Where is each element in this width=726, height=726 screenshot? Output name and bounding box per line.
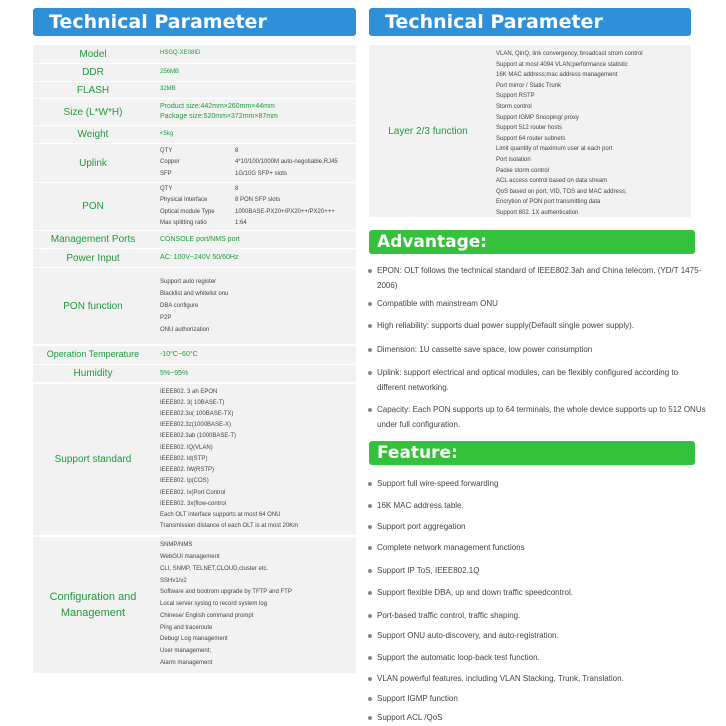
spec-row-pon-function (33, 268, 356, 344)
spec-value: WebGUI management (160, 553, 220, 560)
spec-value: HSGQ-XE08ID (160, 50, 201, 57)
bullet-icon (368, 614, 372, 618)
spec-pair: Copper 4*10/100/1000M auto-negotiable,RJ45 (160, 159, 338, 166)
advantage-title: Advantage: (369, 230, 695, 254)
spec-value: User management; (160, 648, 212, 655)
spec-row-management-ports (33, 231, 356, 248)
feature-item: VLAN powerful features, including VLAN Stacking, Trunk, Translation. (368, 671, 708, 686)
spec-row-pon (33, 183, 356, 230)
spec-value: -10°C~60°C (160, 351, 198, 359)
spec-value: CLI, SNMP, TELNET,CLOUD,cluster etc. (160, 565, 269, 572)
spec-value: 5%~95% (160, 369, 189, 377)
spec-value: Alarm management (160, 660, 213, 667)
bullet-icon (368, 591, 372, 595)
layer-function-item: Packe storm control (496, 167, 550, 174)
layer-function-item: Support 512 router hosts (496, 125, 563, 132)
spec-row-model (33, 45, 356, 63)
spec-value: IEEE802. 3( 10BASE-T) (160, 399, 225, 406)
spec-value: Blacklist and whitelist onu (160, 291, 229, 297)
feature-item: Support port aggregation (368, 519, 708, 534)
layer-function-item: Storm control (496, 103, 532, 110)
feature-item: Support full wire-speed forwarding (368, 476, 708, 491)
layer-function-item: Support RSTP (496, 93, 535, 100)
layer-function-item: Limit quantity of maximum user at each port (496, 146, 613, 153)
bullet-icon (368, 371, 372, 375)
layer-function-item: Support 802. 1X authentication (496, 209, 579, 216)
bullet-icon (368, 302, 372, 306)
spec-value: Package size:520mm×372mm×87mm (160, 113, 278, 120)
spec-row-size (33, 99, 356, 125)
bullet-icon (368, 525, 372, 529)
layer-function-item: Support IGMP Snooping/ proxy (496, 114, 579, 121)
spec-value: Support auto register (160, 279, 217, 285)
advantage-item: EPON: OLT follows the technical standard of IEEE802.3ah and China telecom. (YD/T 1475-2006) (368, 263, 708, 293)
spec-label: Support standard (54, 454, 132, 465)
spec-row-ddr (33, 64, 356, 81)
layer-function-item: VLAN, QinQ, link convergency, broadcast strom control (496, 51, 643, 57)
feature-item: 16K MAC address table. (368, 498, 708, 513)
spec-value: Each OLT interface supports at most 64 ONU (160, 511, 281, 518)
layer-function-item: Port isolation (496, 156, 531, 163)
feature-item: Support ONU auto-discovery, and auto-registration. (368, 628, 708, 643)
bullet-icon (368, 348, 372, 352)
spec-label: Power Input (66, 252, 120, 264)
feature-item: Port-based traffic control, traffic shaping. (368, 608, 708, 623)
spec-pair: Physical Interface 8 PON SFP slots (160, 197, 281, 204)
spec-row-configuration-management (33, 537, 356, 673)
feature-item: Support ACL /QoS (368, 710, 708, 725)
layer-function-item: Support 64 router subnets (496, 135, 566, 142)
spec-value: IEEE802. 3 ah EPON (160, 388, 218, 395)
spec-value: Chinese/ English command prompt (160, 612, 254, 619)
spec-pair: SFP 1G/10G SFP+ slots (160, 170, 287, 177)
spec-value: 32MB (160, 86, 176, 93)
spec-row-support-standard (33, 384, 356, 535)
spec-value: CONSOLE port/NMS port (160, 235, 240, 243)
feature-item: Complete network management functions (368, 540, 708, 555)
spec-value: IEEE802.3ab (1000BASE-T) (160, 433, 237, 440)
bullet-icon (368, 408, 372, 412)
bullet-icon (368, 269, 372, 273)
spec-row-humidity (33, 365, 356, 382)
advantage-item: Dimension: 1U cassette save space, low power consumption (368, 342, 708, 357)
spec-value: IEEE802. ld(STP) (160, 455, 208, 462)
left-section-title: Technical Parameter (33, 8, 356, 36)
spec-value: Debug/ Log management (160, 636, 228, 643)
spec-value: 256MB (160, 68, 180, 75)
spec-value: P2P (160, 315, 172, 321)
bullet-icon (368, 482, 372, 486)
spec-label: DDR (82, 67, 104, 78)
spec-value: DBA configure (160, 303, 199, 309)
advantage-item: Uplink: support electrical and optical modules, can be flexibly configured according to different networking. (368, 365, 708, 395)
advantage-item: High reliability: supports dual power supply(Default single power supply). (368, 318, 708, 333)
right-section-title: Technical Parameter (369, 8, 691, 36)
layer-function-block (369, 45, 691, 217)
feature-item: Support IP ToS, IEEE802.1Q (368, 563, 708, 578)
spec-value: ONU authorization (160, 327, 210, 333)
spec-label: Model (79, 48, 107, 60)
spec-value: IEEE802.3z(1000BASE-X) (160, 422, 232, 429)
spec-value: Product size:442mm×260mm×44mm (160, 102, 275, 110)
spec-row-power-input (33, 249, 356, 267)
bullet-icon (368, 677, 372, 681)
advantage-item: Capacity: Each PON supports up to 64 terminals, the whole device supports up to 512 ONUs under full configuration. (368, 402, 708, 432)
spec-pair: QTY 8 (160, 185, 239, 192)
layer-function-item: ACL access control based on data stream (496, 178, 608, 185)
spec-row-weight (33, 126, 356, 143)
spec-label: Weight (77, 129, 109, 140)
spec-value: Transmission distance of each OLT is at most 20Km (160, 523, 299, 530)
layer-function-list (496, 49, 687, 219)
spec-value: SNMP/NMS (160, 542, 193, 549)
spec-label: Size (L*W*H) (63, 106, 123, 118)
layer-function-label: Layer 2/3 function (388, 125, 468, 137)
bullet-icon (368, 546, 372, 550)
layer-function-item: QoS based on port, VID, TOS and MAC address; (496, 188, 627, 195)
spec-label: Management Ports (50, 234, 136, 245)
spec-row-operation-temperature (33, 346, 356, 364)
spec-label: PON (82, 201, 104, 212)
bullet-icon (368, 716, 372, 720)
feature-title: Feature: (369, 441, 695, 465)
bullet-icon (368, 324, 372, 328)
spec-pair: Optical module Type 1000BASE-PX20+/PX20++/PX20+++ (160, 208, 335, 215)
layer-function-item: Encrytion of PON port transmitting data (496, 199, 601, 206)
spec-value: IEEE802. lp(COS) (160, 478, 209, 485)
spec-value: Software and bootrom upgrade by TFTP and FTP (160, 589, 292, 596)
bullet-icon (368, 569, 372, 573)
spec-value: Ping and traceroute (160, 624, 213, 631)
layer-function-item: Support at most 4094 VLAN;performance statistic (496, 61, 628, 68)
spec-value: IEEE802. lx(Port Control (160, 489, 226, 496)
spec-value: <5kg (160, 130, 174, 137)
advantage-item: Compatible with mainstream ONU (368, 296, 708, 311)
spec-value: AC: 100V~240V 50/60Hz (160, 254, 239, 262)
feature-item: Support flexible DBA, up and down traffic speedcontrol. (368, 585, 708, 600)
layer-function-item: 16K MAC address;mac address management (496, 72, 618, 79)
feature-item: Support IGMP function (368, 691, 708, 706)
bullet-icon (368, 697, 372, 701)
spec-row-uplink (33, 144, 356, 182)
spec-pair: Max splitting ratio 1:64 (160, 219, 247, 226)
spec-label: Humidity (73, 368, 113, 379)
bullet-icon (368, 634, 372, 638)
spec-value: IEEE802.3u( 100BASE-TX) (160, 411, 234, 418)
spec-label: FLASH (76, 84, 110, 96)
spec-value: IEEE802. 3x(flow-control (160, 500, 227, 507)
spec-label: PON function (63, 300, 123, 312)
spec-pair: QTY 8 (160, 147, 239, 154)
spec-label: Operation Temperature (46, 349, 140, 360)
bullet-icon (368, 656, 372, 660)
bullet-icon (368, 504, 372, 508)
spec-row-flash (33, 82, 356, 98)
spec-label: Uplink (79, 157, 107, 169)
spec-label: Configuration and Management (49, 590, 137, 619)
feature-item: Support the automatic loop-back test function. (368, 650, 708, 665)
layer-function-item: Port mirror / Static Trunk (496, 82, 562, 89)
spec-value: IEEE802. lQ(VLAN) (160, 444, 213, 451)
spec-value: IEEE802. lW(RSTP) (160, 467, 215, 474)
spec-value: SSHv1/v2 (160, 577, 187, 584)
spec-value: Local server syslog to record system log (160, 601, 268, 608)
